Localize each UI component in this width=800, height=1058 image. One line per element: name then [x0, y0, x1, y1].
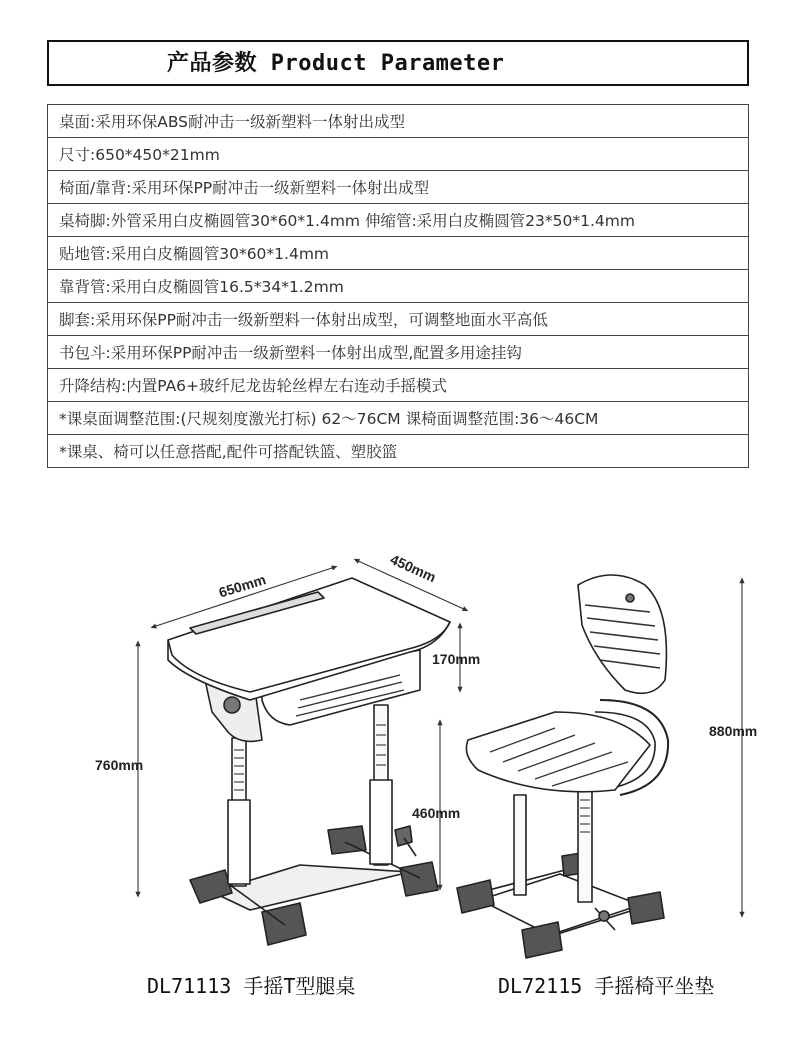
table-row: [48, 402, 749, 435]
chair-backrest: [578, 575, 666, 693]
chair-foot: [522, 922, 562, 958]
table-row: [48, 237, 749, 270]
table-row: [48, 270, 749, 303]
desk-width-label: 650mm: [216, 571, 268, 601]
desk-height-label: 760mm: [95, 757, 144, 773]
chair-seat-label: 460mm: [412, 805, 461, 821]
table-row: [48, 171, 749, 204]
table-row: [48, 336, 749, 369]
spec-cell: 椅面/靠背:采用环保PP耐冲击一级新塑料一体射出成型: [48, 171, 749, 204]
spec-table: [47, 104, 749, 468]
desk-foot: [400, 862, 438, 896]
desk-crank: [395, 826, 412, 846]
desk-illustration: [168, 578, 450, 945]
chair-foot: [457, 880, 494, 913]
desk-tray-label: 170mm: [432, 651, 481, 667]
chair-leg: [578, 790, 592, 902]
table-row: [48, 105, 749, 138]
table-row: [48, 204, 749, 237]
chair-foot: [628, 892, 664, 924]
chair-knob: [626, 594, 634, 602]
chair-base-frame: [480, 874, 640, 935]
table-row: [48, 435, 749, 468]
chair-seat: [466, 712, 650, 792]
spec-cell: 靠背管:采用白皮椭圆管16.5*34*1.2mm: [48, 270, 749, 303]
desk-leg-outer: [228, 800, 250, 884]
chair-leg: [514, 795, 526, 895]
chair-illustration: [457, 575, 668, 958]
spec-cell: 桌椅脚:外管采用白皮椭圆管30*60*1.4mm 伸缩管:采用白皮椭圆管23*50*1.4mm: [48, 204, 749, 237]
spec-cell: 尺寸:650*450*21mm: [48, 138, 749, 171]
title-box: [47, 40, 749, 86]
table-row: [48, 303, 749, 336]
spec-cell: *课桌面调整范围:(尺规刻度激光打标) 62～76CM 课椅面调整范围:36～46CM: [48, 402, 749, 435]
spec-cell: 书包斗:采用环保PP耐冲击一级新塑料一体射出成型,配置多用途挂钩: [48, 336, 749, 369]
page-title: 产品参数 Product Parameter: [167, 51, 505, 76]
spec-cell: 桌面:采用环保ABS耐冲击一级新塑料一体射出成型: [48, 105, 749, 138]
spec-cell: *课桌、椅可以任意搭配,配件可搭配铁篮、塑胶篮: [48, 435, 749, 468]
desk-depth-label: 450mm: [387, 551, 439, 586]
desk-gear: [224, 697, 240, 713]
product-diagram: [0, 540, 800, 960]
spec-cell: 脚套:采用环保PP耐冲击一级新塑料一体射出成型，可调整地面水平高低: [48, 303, 749, 336]
table-row: [48, 369, 749, 402]
chair-caption: DL72115 手摇椅平坐垫: [498, 974, 715, 998]
spec-cell: 贴地管:采用白皮椭圆管30*60*1.4mm: [48, 237, 749, 270]
chair-crank: [599, 911, 609, 921]
table-row: [48, 138, 749, 171]
chair-height-label: 880mm: [709, 723, 758, 739]
desk-caption: DL71113 手摇T型腿桌: [147, 974, 356, 998]
spec-cell: 升降结构:内置PA6+玻纤尼龙齿轮丝桿左右连动手摇模式: [48, 369, 749, 402]
desk-leg-outer: [370, 780, 392, 864]
